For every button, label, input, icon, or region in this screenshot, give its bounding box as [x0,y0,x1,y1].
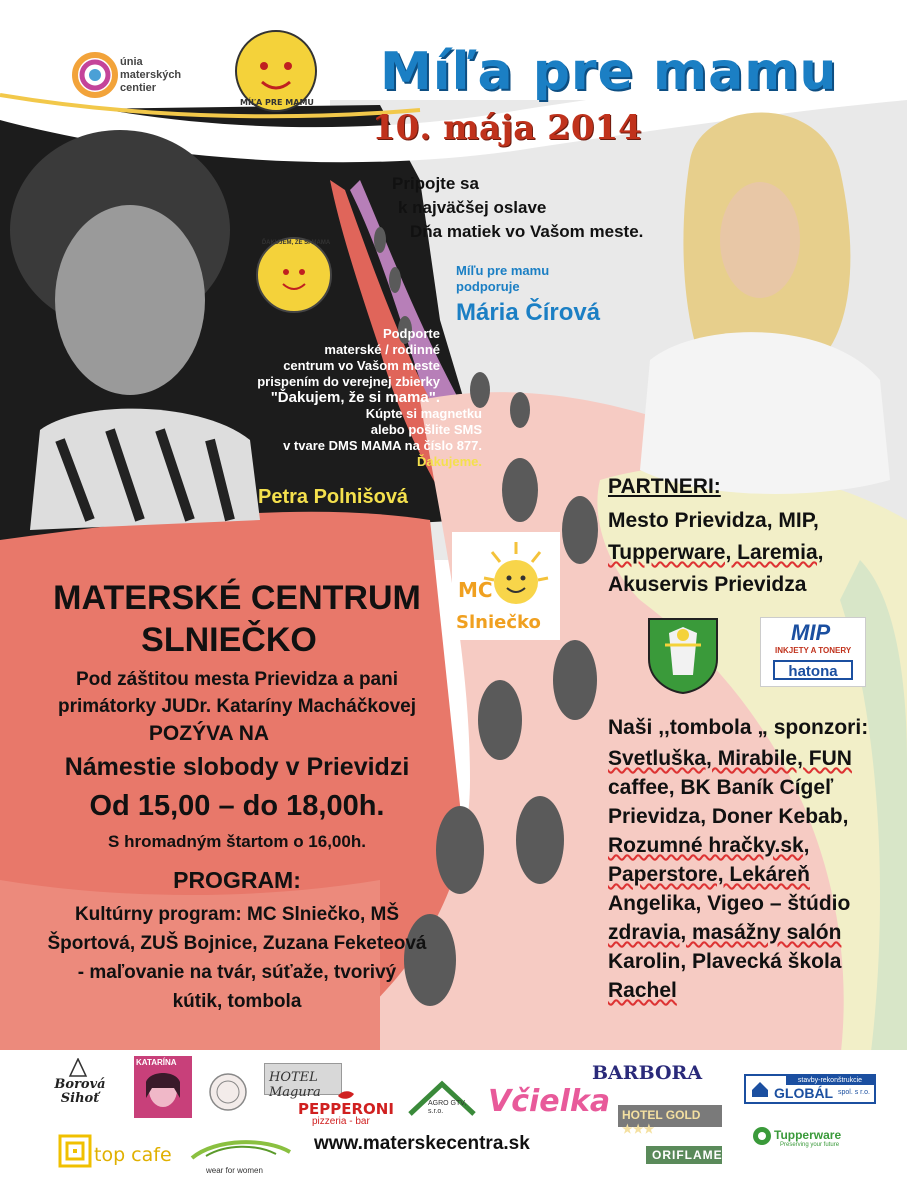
patron-line: Pod záštitou mesta Prievidza a pani [75,669,399,690]
pepperoni-logo [296,1088,392,1126]
barbora-logo [592,1062,702,1086]
vcielka-logo [488,1084,611,1124]
petra-line: alebo pošlite SMS [370,422,482,437]
hatona-text: hatona [773,660,853,680]
event-date: 10. mája 2014 [372,108,642,148]
invites-label: POZÝVA NA [148,722,270,745]
join-line: Dňa matiek vo Vašom meste. [410,222,644,241]
petra-line: v tvare DMS MAMA na číslo 877. [283,438,482,453]
sponsors-line: caffee, BK Baník Cígeľ [608,776,834,799]
petra-name: Petra Polnišová [258,486,409,508]
event-time: Od 15,00 – do 18,00h. [89,790,385,822]
unia-text-line: materských [120,69,182,81]
program-line: - maľovanie na tvár, súťaže, tvorivý [77,962,397,983]
tree-icon [68,1058,88,1078]
pepperoni-sub: pizzeria - bar [312,1116,370,1127]
vcielka-text: Včielka [488,1084,611,1119]
top-cafe-text: top cafe [94,1144,172,1166]
oriflame-logo [646,1146,722,1164]
mip-logo [760,617,866,687]
tupperware-sub: Preserving your future [780,1142,840,1148]
main-title-line2: SLNIEČKO [141,621,317,659]
program-line: Športová, ZUŠ Bojnice, Zuzana Feketeová [47,933,427,954]
katarina-logo [134,1056,192,1118]
sponsors-line: Svetluška, Mirabile, FUN [608,747,852,770]
partners-block [608,472,904,601]
mc-logo-line1: MC [458,578,493,602]
page-title: Míľa pre mamu [380,42,838,102]
partners-line: Akuservis Prievidza [608,573,807,596]
badge-text: ĎAKUJEM, ŽE SI MAMA [261,240,331,246]
join-line: Pripojte sa [392,174,479,193]
petra-thanks: Ďakujeme. [416,454,482,469]
oriflame-text: ORIFLAME [652,1148,723,1162]
agro-gtv-logo [406,1078,478,1120]
mc-logo-line2: Slniečko [456,612,541,633]
wear-text: wear for women [206,1166,263,1175]
tupperware-text: Tupperware [774,1128,842,1142]
stamp-icon [208,1072,248,1112]
leaf-swirl-icon [186,1134,296,1164]
sponsors-line: Angelika, Vigeo – štúdio [608,892,851,915]
petra-line: Podporte [382,326,440,341]
supporter-label: podporuje [456,279,520,294]
sponsors-line: Rachel [608,979,677,1002]
mip-text: MIP [791,620,831,645]
house-icon [750,1080,770,1098]
dakujem-sun-icon [255,236,333,314]
round-stamp-logo [208,1072,248,1112]
unia-logo-icon [72,52,118,98]
mila-logo-text: MÍĽA PRE MAMU [240,98,314,107]
unia-text-line: centier [120,82,157,94]
global-text: GLOBÁL [774,1085,834,1101]
event-place: Námestie slobody v Prievidzi [64,753,410,781]
petra-line: materské / rodinné [324,342,440,357]
hotel-magura-text: HOTEL Magura [269,1070,321,1100]
dakujem-badge [255,236,333,314]
patron-line: primátorky JUDr. Kataríny Macháčkovej [58,696,416,717]
supporter-block [456,263,600,327]
pepperoni-text: PEPPERONI [298,1100,394,1118]
program-line: kútik, tombola [172,991,302,1012]
petra-line: centrum vo Vašom meste [283,358,440,373]
website-link[interactable]: www.materskecentra.sk [314,1133,530,1154]
petra-line: "Ďakujem, že si mama". [270,389,440,406]
sponsors-title: Naši ,,tombola „ sponzori: [608,716,869,739]
program-line: Kultúrny program: MC Slniečko, MŠ [74,904,400,925]
sponsors-line: Karolin, Plavecká škola [608,950,842,973]
prievidza-coat-of-arms [645,615,721,695]
mc-slniecko-logo [452,532,560,640]
coat-of-arms-icon [645,615,721,695]
main-title-line1: MATERSKÉ CENTRUM [53,579,421,617]
petra-line: Kúpte si magnetku [365,406,482,421]
hotel-gold-text: HOTEL GOLD ★★★ [622,1108,701,1136]
partners-line: Mesto Prievidza, MIP, [608,509,819,532]
global-logo [744,1074,876,1104]
top-cafe-logo [58,1132,182,1172]
global-top-text: stavby-rekonštrukcie [786,1076,874,1085]
join-line: k najväčšej oslave [398,198,547,217]
petra-line: prispením do verejnej zbierky [257,374,440,389]
event-start: S hromadným štartom o 16,00h. [108,832,366,851]
unia-text-line: únia [120,56,143,68]
mila-sun-logo [222,28,330,114]
main-info [22,578,452,1016]
supporter-label: Míľu pre mamu [456,263,550,278]
partners-title: PARTNERI: [608,475,721,498]
petra-text [200,326,482,470]
hotel-gold-logo [618,1105,722,1136]
join-text [392,172,692,244]
sponsors-line: Paperstore, Lekáreň [608,863,810,886]
agro-text: AGRO GTV, s.r.o. [428,1100,467,1115]
program-title: PROGRAM: [173,867,301,893]
sponsors-line: Prievidza, Doner Kebab, [608,805,849,828]
sponsors-line: zdravia, masážny salón [608,921,842,944]
tupperware-circle-icon [752,1126,772,1146]
supporter-name: Mária Čírová [456,299,601,326]
square-spiral-icon [58,1134,92,1168]
vera-wear-logo [186,1134,296,1178]
unia-logo [72,52,212,104]
mip-sub: INKJETY A TONERY [775,646,852,655]
borova-sihot-logo [38,1058,118,1118]
portrait-icon [134,1068,192,1118]
katarina-text: KATARÍNA [136,1058,177,1067]
borova-text: Borová Sihoť [54,1077,106,1106]
tupperware-logo [752,1124,856,1154]
sponsors-block [608,712,904,1005]
global-sub: spol. s r.o. [838,1089,870,1096]
barbora-text: BARBORA [592,1062,703,1084]
sponsors-line: Rozumné hračky.sk, [608,834,810,857]
partners-line: Tupperware, Laremia, [608,541,824,564]
